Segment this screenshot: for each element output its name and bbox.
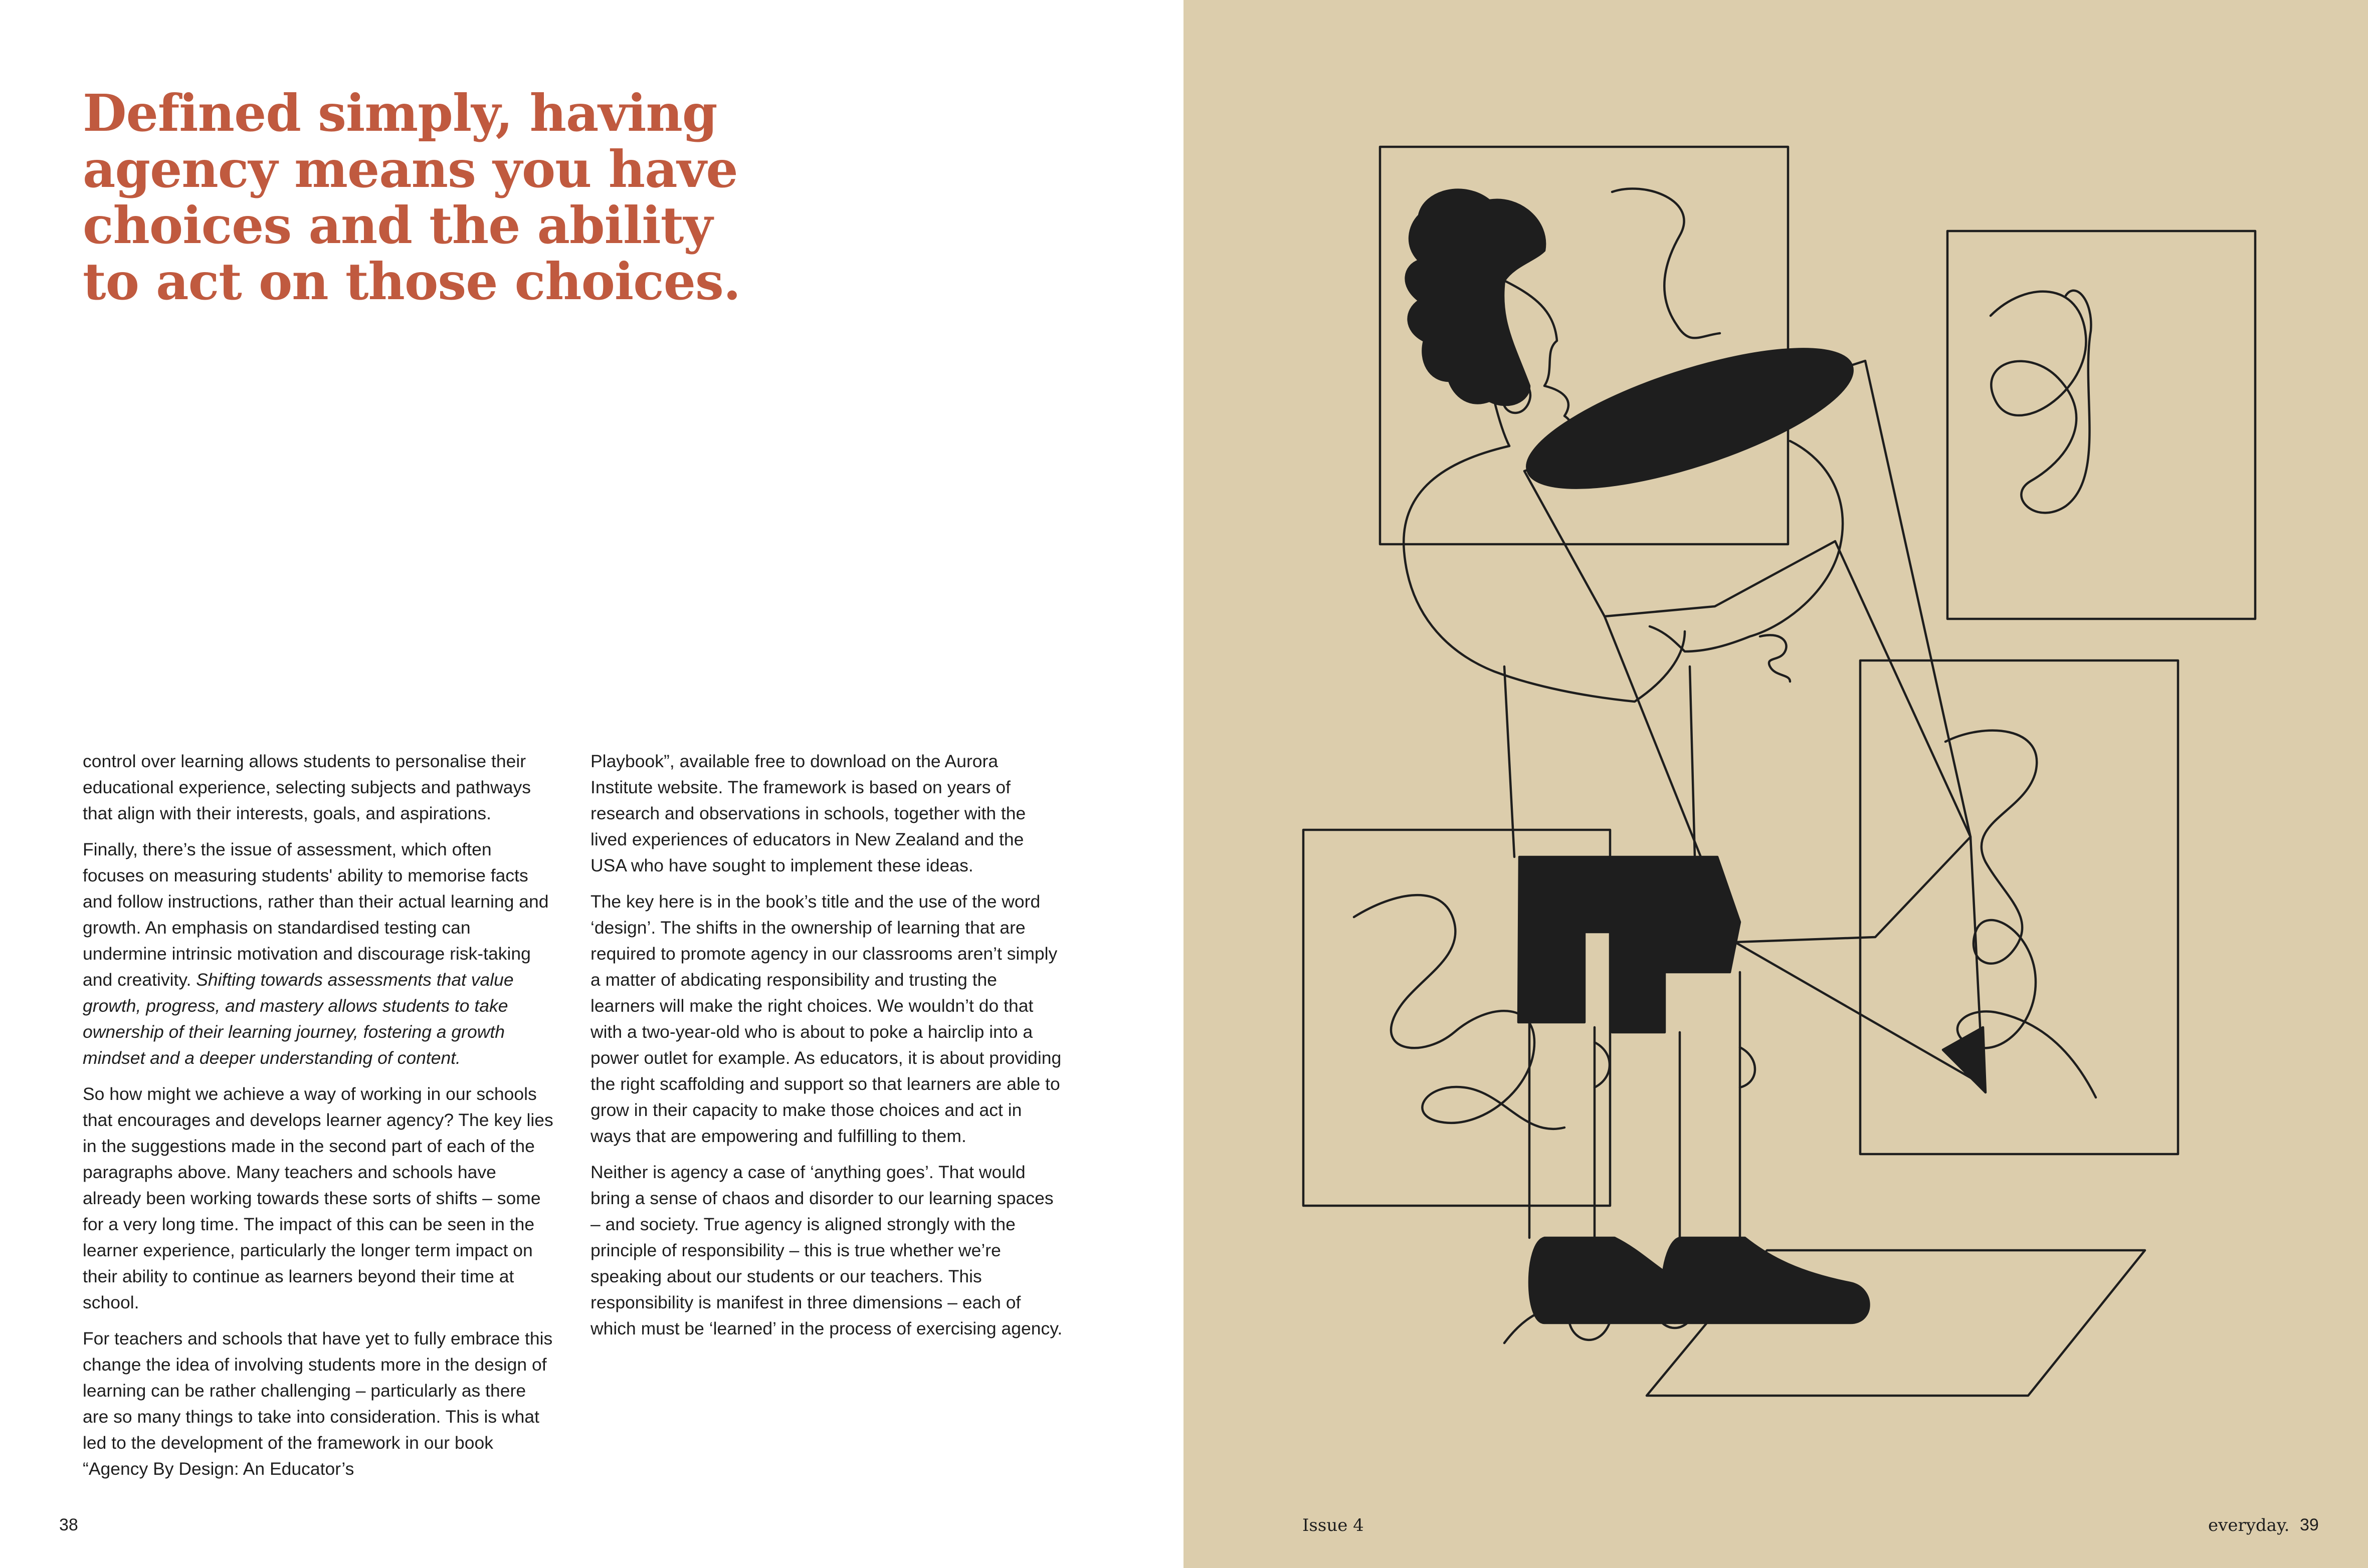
paragraph: control over learning allows students to personalise their educational experience, selecting subjects and pathways that align with their interests, goals, and aspirations. <box>83 751 531 823</box>
left-page <box>0 0 1183 1568</box>
right-page <box>1183 0 2368 1568</box>
issue-label: Issue 4 <box>1302 1515 1364 1535</box>
squiggle-right-frame <box>1991 291 2091 513</box>
hair <box>1406 190 1545 405</box>
frame-top-right <box>1947 231 2255 619</box>
leg-left <box>1529 1022 1595 1243</box>
page-number-right: 39 <box>2300 1515 2319 1534</box>
paragraph: Neither is agency a case of ‘anything goes’. That would bring a sense of chaos and disorder to our learning spaces – and society. True agency is aligned strongly with the principle of responsibility – this is true whether we’re speaking about our students or our teachers. This responsibility is manifest in three dimensions – each of which must be ‘learned’ in the process of exercising agency. <box>590 1162 1063 1338</box>
paragraph: For teachers and schools that have yet to fully embrace this change the idea of involving students more in the design of learning can be rather challenging – particularly as there are so many things to take into consideration. This is what led to the development of the framework in our book “Agency By Design: An Educator’s <box>83 1328 553 1479</box>
hand-fingers <box>1760 635 1790 682</box>
page-number-left: 38 <box>59 1515 78 1534</box>
knee-left <box>1595 1042 1610 1087</box>
pull-quote: Defined simply, having agency means you have choices and the ability to act on those choices. <box>83 83 741 311</box>
paragraph: Playbook”, available free to download on the Aurora Institute website. The framework is based on years of research and observations in schools, together with the lived experiences of educators in New Zealand and the USA who have sought to implement these ideas. <box>590 751 1026 875</box>
leg-right <box>1680 972 1740 1238</box>
paragraph-assessment <box>83 836 556 1071</box>
text-column-2 <box>590 748 1064 1352</box>
shorts <box>1518 857 1740 1032</box>
pencil-inner-line-2 <box>1605 541 1835 616</box>
paragraph: So how might we achieve a way of working in our schools that encourages and develops learner agency? The key lies in the suggestions made in the second part of each of the paragraphs above. Many teachers and schools have already been working towards these sorts of shifts – some for a very long time. The impact of this can be seen in the learner experience, particularly the longer term impact on their ability to continue as learners beyond their time at school. <box>83 1084 553 1312</box>
brand-name: everyday. <box>2208 1515 2290 1535</box>
paragraph-text: Finally, there’s the issue of assessment, which often focuses on measuring students' ability to memorise facts and follow instructions, rather than their actual learning and growth. An emphasis on standardised testing can undermine intrinsic motivation and discourage risk-taking and creativity. <box>83 839 549 990</box>
paragraph: The key here is in the book’s title and the use of the word ‘design’. The shifts in the ownership of learning that are required to promote agency in our classrooms aren’t simply a matter of abdicating responsibility and trusting the learners will make the right choices. We wouldn’t do that with a two-year-old who is about to poke a hairclip into a power outlet for example. As educators, it is about providing the right scaffolding and support so that learners are able to grow in their capacity to make those choices and act in ways that are empowering and fulfilling to them. <box>590 891 1062 1146</box>
pencil-tip <box>1943 1027 1986 1092</box>
neck <box>1494 401 1509 446</box>
text-column-1 <box>83 748 556 1492</box>
italic-emphasis: Shifting towards assessments that value growth, progress, and mastery allows students to take ownership of their learning journey, fostering a growth mindset and a deeper understanding of content. <box>83 970 514 1068</box>
knee-right <box>1740 1047 1755 1087</box>
person-holding-pencil-illustration <box>1183 0 2368 1568</box>
squiggle-top <box>1612 188 1720 338</box>
pencil-inner-line <box>1835 541 1970 837</box>
torso-side <box>1504 666 1514 857</box>
